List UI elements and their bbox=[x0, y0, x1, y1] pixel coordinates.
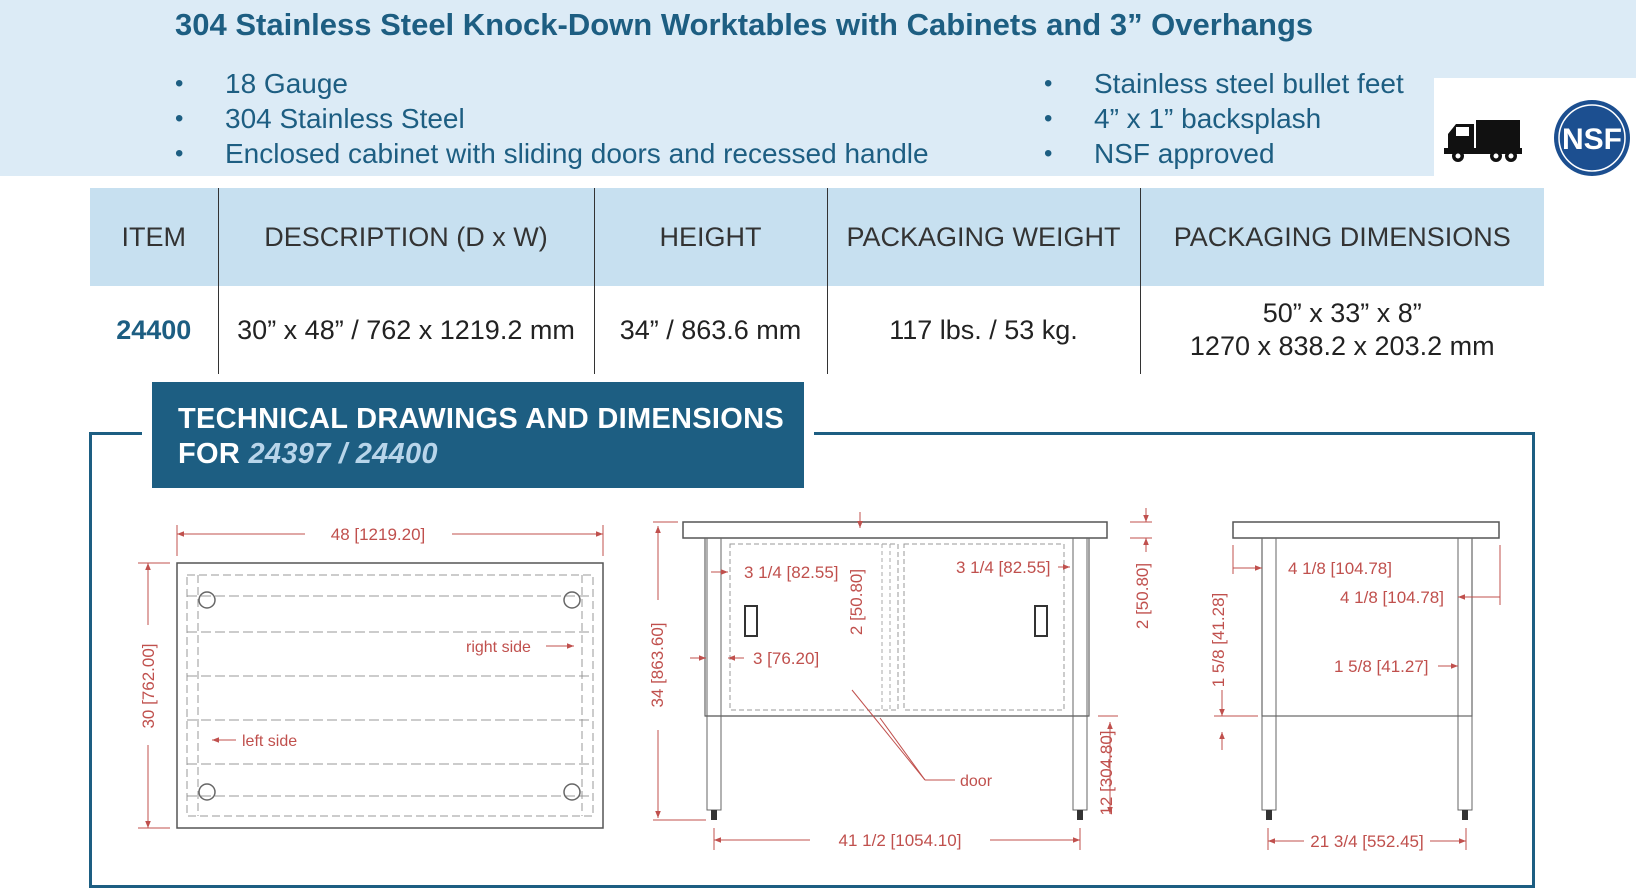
cell-description: 30” x 48” / 762 x 1219.2 mm bbox=[218, 286, 594, 374]
cell-weight: 117 lbs. / 53 kg. bbox=[827, 286, 1140, 374]
side-view-width: 21 3/4 [552.45] bbox=[1310, 832, 1424, 851]
top-view-width: 48 [1219.20] bbox=[330, 525, 426, 544]
top-view-depth: 30 [762.00] bbox=[139, 643, 158, 729]
top-view-drawing bbox=[138, 525, 603, 828]
side-dim-b: 4 1/8 [104.78] bbox=[1340, 588, 1444, 607]
side-dim-d: 1 5/8 [41.27] bbox=[1334, 657, 1429, 676]
col-header-dimensions: PACKAGING DIMENSIONS bbox=[1140, 188, 1544, 286]
side-dim-a: 4 1/8 [104.78] bbox=[1288, 559, 1392, 578]
feature-item: • NSF approved bbox=[1044, 136, 1404, 171]
col-header-item: ITEM bbox=[90, 188, 218, 286]
front-dim-a: 3 1/4 [82.55] bbox=[744, 563, 839, 582]
feature-item: • 18 Gauge bbox=[175, 66, 929, 101]
tech-title-line1: TECHNICAL DRAWINGS AND DIMENSIONS bbox=[178, 403, 785, 435]
cell-dimensions-imperial: 50” x 33” x 8” bbox=[1262, 298, 1422, 328]
cell-dimensions-metric: 1270 x 838.2 x 203.2 mm bbox=[1189, 331, 1495, 361]
front-view-height: 34 [863.60] bbox=[648, 622, 667, 708]
col-header-height: HEIGHT bbox=[594, 188, 827, 286]
col-header-weight: PACKAGING WEIGHT bbox=[827, 188, 1140, 286]
tech-title-models: 24397 / 24400 bbox=[248, 438, 438, 470]
door-label: door bbox=[960, 773, 993, 790]
cell-item: 24400 bbox=[116, 314, 192, 345]
tech-title-prefix: FOR bbox=[178, 438, 241, 470]
front-dim-c: 2 [50.80] bbox=[847, 568, 866, 636]
page-title: 304 Stainless Steel Knock-Down Worktables with Cabinets and 3” Overhangs bbox=[175, 7, 1314, 42]
front-view-drawing bbox=[648, 508, 1152, 850]
feature-item: • 304 Stainless Steel bbox=[175, 101, 929, 136]
left-side-label: left side bbox=[242, 733, 298, 750]
front-dim-b: 3 1/4 [82.55] bbox=[956, 558, 1051, 577]
side-view-drawing bbox=[1209, 522, 1500, 851]
feature-item: • Stainless steel bullet feet bbox=[1044, 66, 1404, 101]
side-dim-c: 1 5/8 [41.28] bbox=[1209, 592, 1228, 688]
front-dim-d: 2 [50.80] bbox=[1133, 562, 1152, 630]
feature-item: • Enclosed cabinet with sliding doors and recessed handle bbox=[175, 136, 929, 171]
front-dim-e: 3 [76.20] bbox=[753, 649, 820, 668]
col-header-description: DESCRIPTION (D x W) bbox=[218, 188, 594, 286]
front-view-width: 41 1/2 [1054.10] bbox=[838, 831, 962, 850]
cell-height: 34” / 863.6 mm bbox=[594, 286, 827, 374]
nsf-text: NSF bbox=[1562, 123, 1622, 156]
right-side-label: right side bbox=[466, 639, 531, 656]
front-undershelf-height: 12 [304.80] bbox=[1097, 730, 1116, 816]
feature-item: • 4” x 1” backsplash bbox=[1044, 101, 1404, 136]
